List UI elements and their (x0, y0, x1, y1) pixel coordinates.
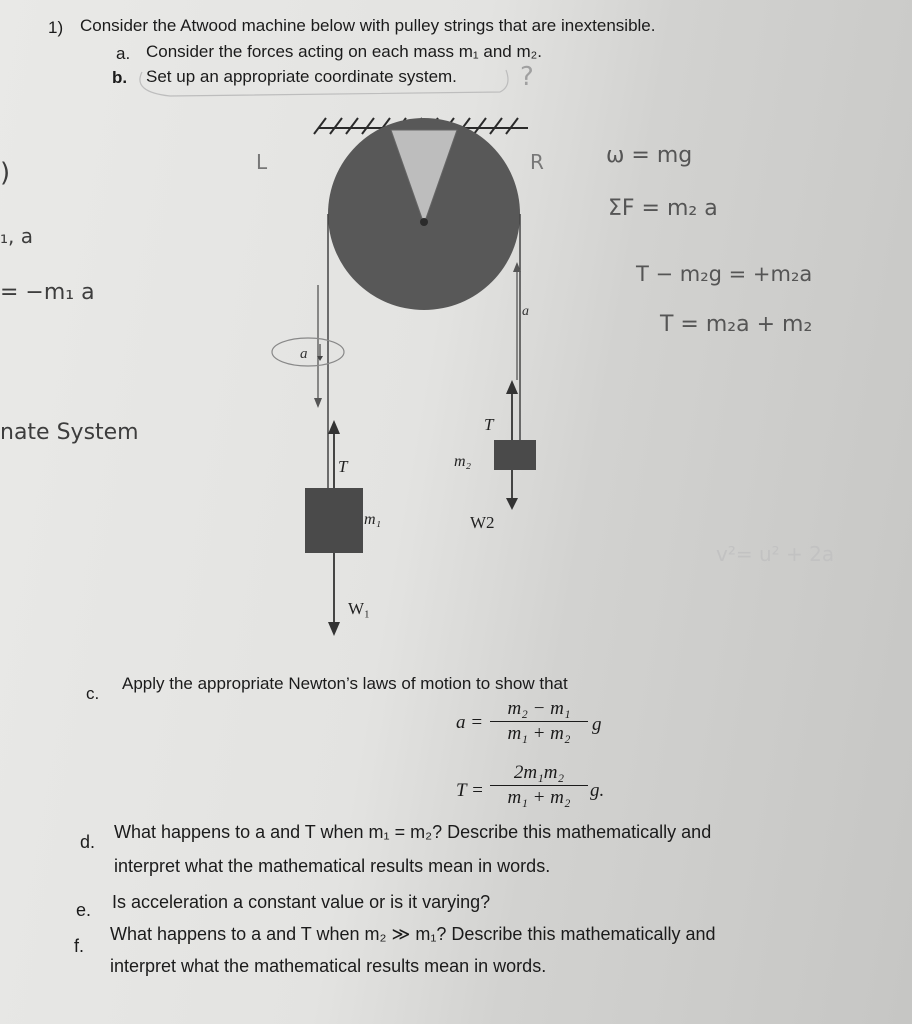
label-T-right: T (484, 415, 494, 434)
handwritten-left-1: ₁, a (0, 224, 33, 248)
eq-a-fraction (490, 698, 588, 745)
eq-a-numerator: m₂ − m₁ (507, 698, 571, 719)
accel-arrow-left (314, 285, 322, 408)
part-a-text: Consider the forces acting on each mass m₁ and m₂. (146, 42, 542, 61)
handwritten-w-mg: ω = mg (606, 143, 693, 168)
handwritten-left-3: nate System (0, 420, 139, 445)
label-m2: m₂ (454, 453, 472, 470)
handwritten-left-2: = −m₁ a (0, 280, 95, 305)
eq-a-bar (490, 721, 588, 722)
part-d-line1: What happens to a and T when m₁ = m₂? Describe this mathematically and (114, 822, 712, 842)
label-a-left: a (300, 346, 308, 362)
part-a-label: a. (116, 44, 131, 63)
label-m1: m₁ (364, 511, 382, 528)
part-b-text: Set up an appropriate coordinate system. (146, 67, 457, 86)
handwritten-sum-f: ΣF = m₂ a (608, 196, 718, 221)
part-e-text: Is acceleration a constant value or is it varying? (112, 892, 491, 912)
label-a-right: a (522, 304, 529, 319)
weight-arrow-right (506, 470, 518, 510)
part-c-label: c. (86, 684, 100, 703)
part-d-label: d. (80, 832, 96, 852)
mass-m2 (494, 440, 536, 470)
handwritten-question-mark: ? (520, 62, 534, 92)
eq-t-tail: g. (590, 780, 605, 801)
tension-arrow-left (328, 420, 340, 488)
eq-t-lhs: T = (456, 780, 484, 801)
eq-t-bar (490, 785, 588, 786)
handwritten-t-eq2: T = m₂a + m₂ (660, 312, 813, 337)
handwritten-t-eq1: T − m₂g = +m₂a (636, 262, 813, 286)
part-e-label: e. (76, 900, 92, 920)
question-number: 1) (48, 18, 64, 37)
part-b-label: b. (112, 68, 128, 87)
tension-arrow-right (506, 380, 518, 440)
part-f-label: f. (74, 936, 85, 956)
pencil-bracket-b (140, 70, 508, 96)
handwritten-R: R (530, 150, 544, 174)
part-d-line2: interpret what the mathematical results mean in words. (114, 856, 551, 876)
eq-a-lhs: a = (456, 712, 484, 733)
part-c-text: Apply the appropriate Newton’s laws of motion to show that (122, 674, 568, 693)
question-text: Consider the Atwood machine below with pulley strings that are inextensible. (80, 16, 656, 35)
part-f-line1: What happens to a and T when m₂ ≫ m₁? Describe this mathematically and (110, 924, 716, 944)
accel-circle (272, 338, 344, 366)
mass-m1 (305, 488, 363, 553)
handwritten-L: L (256, 150, 268, 174)
handwritten-faint: v²= u² + 2a (716, 542, 835, 566)
pulley-axle (420, 218, 428, 226)
eq-a-denominator: m₁ + m₂ (507, 723, 571, 744)
eq-t-numerator: 2m₁m₂ (513, 762, 565, 783)
eq-t-fraction (490, 762, 588, 809)
label-T-left: T (338, 457, 348, 476)
weight-arrow-left (328, 553, 340, 636)
label-W1: W₁ (348, 599, 370, 618)
eq-t-denominator: m₁ + m₂ (507, 787, 571, 808)
handwritten-bracket: ) (0, 158, 11, 188)
eq-a-tail: g (592, 714, 602, 735)
part-f-line2: interpret what the mathematical results mean in words. (110, 956, 547, 976)
label-W2: W2 (470, 513, 495, 532)
